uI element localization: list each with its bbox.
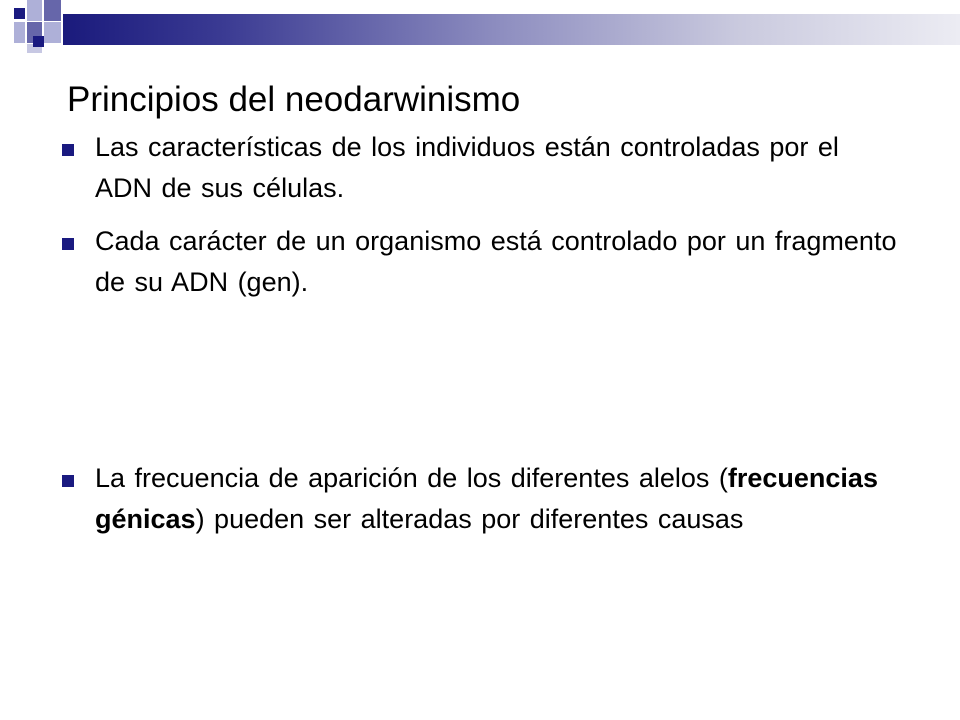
header-decoration bbox=[0, 0, 960, 60]
deco-square-dark bbox=[14, 8, 25, 19]
bullet-text: Cada carácter de un organismo está controlado por un fragmento de su ADN (gen). bbox=[95, 226, 897, 297]
deco-square-mid bbox=[44, 0, 61, 21]
bullet-text bbox=[95, 458, 900, 540]
deco-square-light bbox=[14, 22, 25, 43]
bullet-text-segment: La frecuencia de aparición de los diferentes alelos ( bbox=[95, 463, 728, 493]
header-gradient-bar bbox=[63, 14, 960, 45]
slide-title: Principios del neodarwinismo bbox=[67, 80, 521, 119]
bullet-text-segment: ) pueden ser alteradas por diferentes causas bbox=[195, 504, 744, 534]
deco-square-dark bbox=[33, 36, 44, 47]
deco-square-light bbox=[27, 0, 42, 21]
deco-square-light bbox=[44, 22, 61, 43]
bold-term: frecuencias génicas bbox=[95, 463, 878, 534]
square-bullet-icon bbox=[62, 238, 74, 250]
square-bullet-icon bbox=[62, 475, 74, 487]
bullet-text: Las características de los individuos están controladas por el ADN de sus células. bbox=[95, 132, 839, 203]
square-bullet-icon bbox=[62, 144, 74, 156]
